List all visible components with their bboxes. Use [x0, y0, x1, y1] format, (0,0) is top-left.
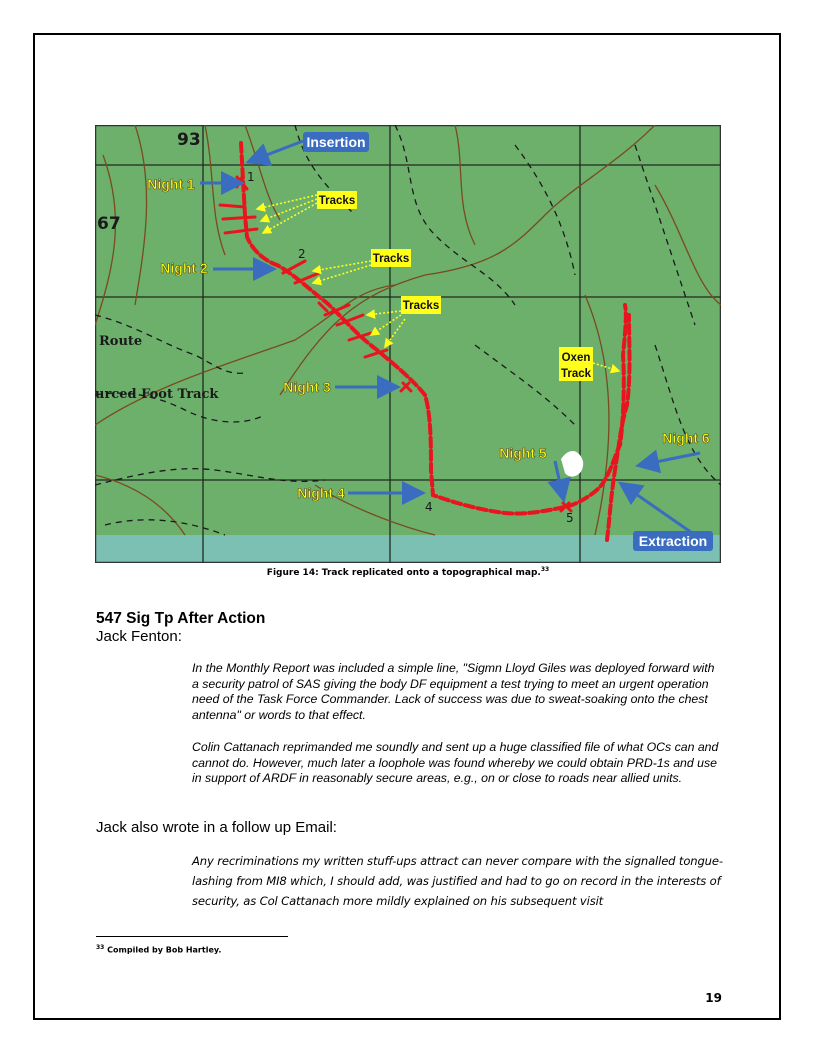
footnote-rule	[96, 936, 288, 937]
oxen-track-label-line2: Track	[560, 368, 592, 380]
spot-number-1: 1	[247, 170, 255, 184]
email-quote: Any recriminations my written stuff-ups attract can never compare with the signalled tongue-lashing from MI8 which, I should add, was justified and had to go on record in the interests of security, as Col Cattanach more mildly explained on his subsequent visit	[192, 854, 723, 908]
oxen-track-label-line1: Oxen	[561, 352, 591, 364]
map-text-route: Route	[99, 334, 143, 349]
quote-paragraph-2: Colin Cattanach reprimanded me soundly and sent up a huge classified file of what OCs can and cannot do. However, much later a loophole was found whereby we could obtain PRD-1s and use in support of ARDF in reasonably secure areas, e.g., on or close to roads near allied units.	[192, 740, 719, 786]
footnote-text: Compiled by Bob Hartley.	[107, 945, 222, 955]
spot-number-5: 5	[566, 511, 574, 525]
map-text-foot-track: urced Foot Track	[95, 387, 219, 402]
footnote-number: 33	[96, 944, 105, 951]
tracks-label-1: Tracks	[318, 195, 356, 207]
insertion-label: Insertion	[306, 134, 366, 150]
followup-intro: Jack also wrote in a follow up Email:	[96, 819, 337, 836]
night-4-label: Night 4	[297, 485, 345, 501]
author-line: Jack Fenton:	[96, 628, 182, 645]
footnote	[96, 944, 221, 955]
topographic-map-figure	[95, 125, 721, 563]
section-heading: 547 Sig Tp After Action	[96, 610, 266, 627]
extraction-label: Extraction	[638, 533, 708, 549]
caption-text: Figure 14: Track replicated onto a topographical map.	[266, 568, 541, 578]
night-5-label: Night 5	[499, 445, 547, 461]
page-number: 19	[705, 991, 722, 1005]
grid-number-67: 67	[97, 214, 121, 234]
night-2-label: Night 2	[160, 260, 208, 276]
caption-footnote-ref: 33	[540, 566, 550, 573]
grid-number-93: 93	[177, 130, 201, 150]
tracks-label-3: Tracks	[402, 300, 440, 312]
map-water-strip	[95, 535, 721, 563]
night-1-label: Night 1	[147, 176, 195, 192]
figure-caption	[95, 566, 721, 578]
spot-number-2: 2	[298, 247, 306, 261]
spot-number-4: 4	[425, 500, 433, 514]
night-3-label: Night 3	[283, 379, 331, 395]
quote-paragraph-1: In the Monthly Report was included a simple line, "Sigmn Lloyd Giles was deployed forward with a security patrol of SAS giving the body DF equipment a test trying to meet an urgent operation need of the Task Force Commander. Lack of success was due to sweat-soaking onto the chest antenna" or words to that effect.	[192, 661, 715, 723]
tracks-label-2: Tracks	[372, 253, 410, 265]
night-6-label: Night 6	[662, 430, 710, 446]
